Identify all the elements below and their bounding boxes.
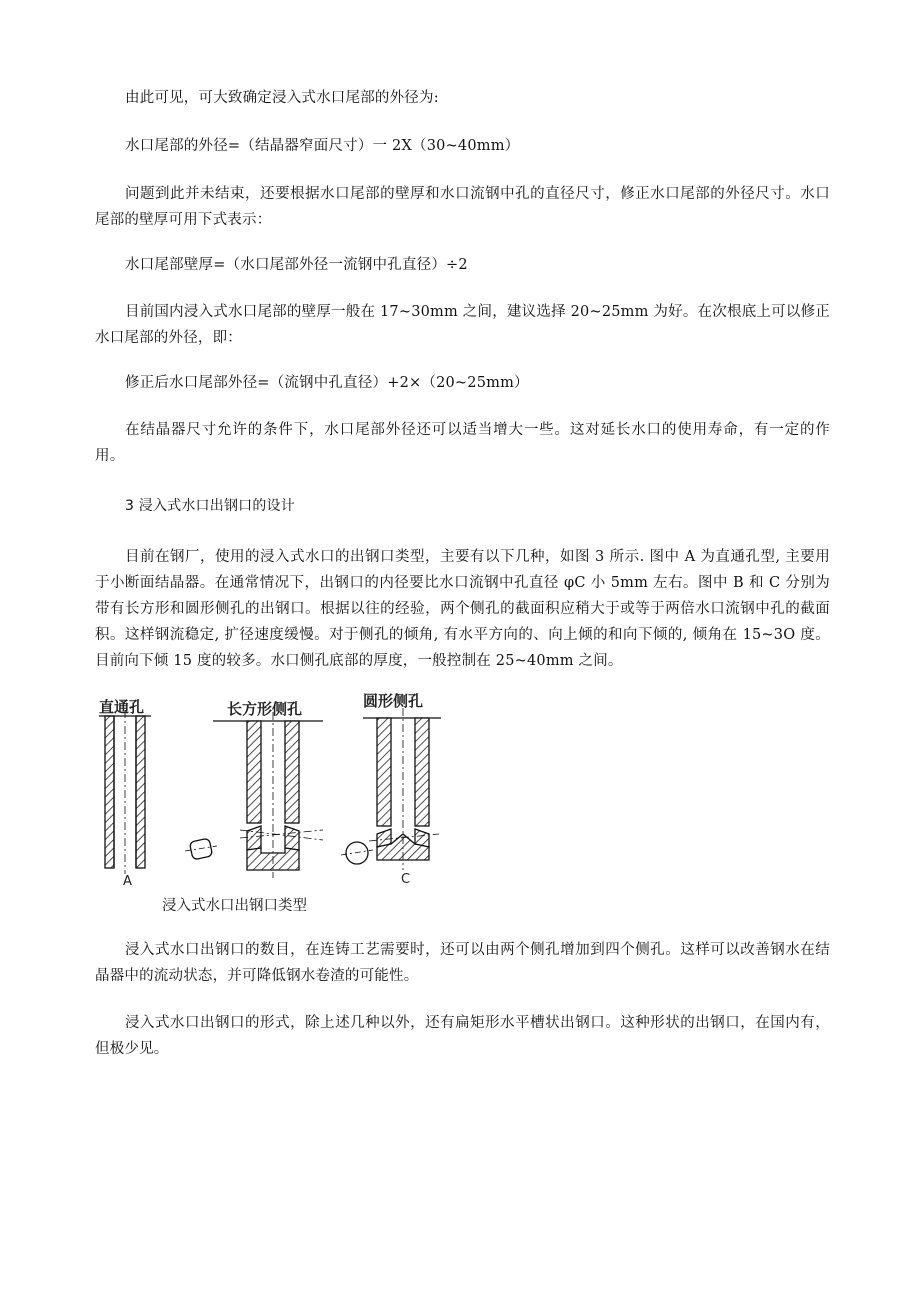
label-circular-hole: 圆形侧孔 [363, 692, 424, 710]
paragraph-2: 水口尾部的外径=（结晶器窄面尺寸）一 2X（30~40mm） [125, 138, 520, 154]
nozzle-b-drawing [185, 712, 323, 878]
label-rectangular-hole: 长方形侧孔 [227, 700, 303, 718]
nozzle-c-drawing [341, 708, 441, 870]
paragraph-5: 目前国内浸入式水口尾部的壁厚一般在 17~30mm 之间，建议选择 20~25mm 为好。在次根底上可以修正水口尾部的外径，即： [95, 304, 830, 346]
nozzle-a-drawing [99, 710, 151, 874]
figure-caption: 浸入式水口出钢口类型 [162, 898, 307, 914]
paragraph-7: 在结晶器尺寸允许的条件下，水口尾部外径还可以适当增大一些。这对延长水口的使用寿命，有一定的作用。 [95, 422, 830, 464]
paragraph-10: 浸入式水口出钢口的形式，除上述几种以外，还有扁矩形水平槽状出钢口。这种形状的出钢口，在国内有，但极少见。 [95, 1015, 830, 1057]
nozzle-outlet-figure [95, 688, 475, 918]
paragraph-8: 目前在钢厂，使用的浸入式水口的出钢口类型，主要有以下几种，如图 3 所示. 图中 A 为直通孔型, 主要用于小断面结晶器。在通常情况下，出钢口的内径要比水口流钢中孔直径 φC 小 5mm 左右。图中 B 和 C 分别为带有长方形和圆形侧孔的出钢口。根据以往的经验，两个侧孔的截面积应稍大于或等于两倍水口流钢中孔的截面积。这样钢流稳定, 扩径速度缓慢。对于侧孔的倾角, 有水平方向的、向上倾的和向下倾的, 倾角在 15~3O 度。目前向下倾 15 度的较多。水口侧孔底部的厚度，一般控制在 25~40mm 之间。 [95, 549, 830, 669]
section-heading: 3 浸入式水口出钢口的设计 [125, 498, 295, 514]
paragraph-6: 修正后水口尾部外径=（流钢中孔直径）+2×（20~25mm） [125, 375, 529, 391]
letter-a: A [123, 874, 132, 889]
label-straight-bore: 直通孔 [99, 698, 145, 716]
paragraph-4: 水口尾部壁厚=（水口尾部外径一流钢中孔直径）÷2 [125, 257, 468, 273]
nozzle-diagram [95, 688, 475, 918]
paragraph-9: 浸入式水口出钢口的数目，在连铸工艺需要时，还可以由两个侧孔增加到四个侧孔。这样可以改善钢水在结晶器中的流动状态，并可降低钢水卷渣的可能性。 [95, 942, 830, 984]
letter-c: C [401, 872, 411, 887]
paragraph-1: 由此可见，可大致确定浸入式水口尾部的外径为: [125, 90, 439, 106]
paragraph-3: 问题到此并未结束，还要根据水口尾部的壁厚和水口流钢中孔的直径尺寸，修正水口尾部的外径尺寸。水口尾部的壁厚可用下式表示： [95, 186, 830, 228]
